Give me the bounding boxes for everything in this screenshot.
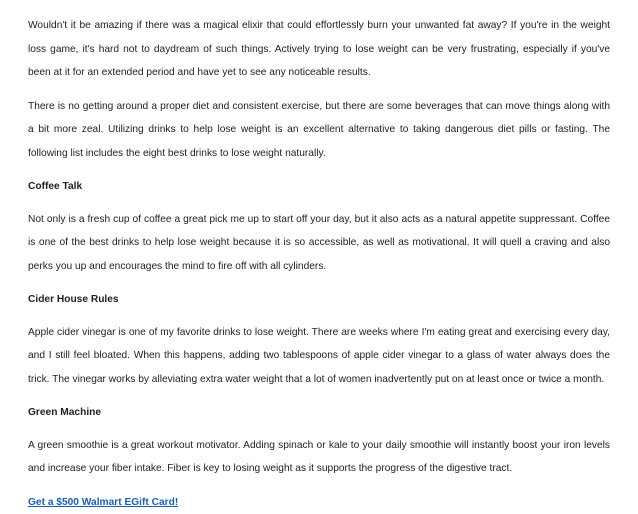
intro-paragraph-2: There is no getting around a proper diet and consistent exercise, but there are some beverages that can move things along with a bit more zeal. Utilizing drinks to help lose weight is an excellent alternative to taking dangerous diet pills or fasting. The following list includes the eight best drinks to lose weight naturally. <box>28 100 610 159</box>
section-body-cider: Apple cider vinegar is one of my favorite drinks to lose weight. There are weeks where I'm eating great and exercising every day, and I still feel bloated. When this happens, adding two tablespoons of apple cider vinegar to a glass of water always does the trick. The vinegar works by alleviating extra water weight that a lot of women inadvertently put on at least once or twice a month. <box>28 326 610 385</box>
section-heading-cider: Cider House Rules <box>28 294 119 305</box>
gift-card-link[interactable]: Get a $500 Walmart EGift Card! <box>28 496 179 508</box>
intro-paragraph-1: Wouldn't it be amazing if there was a magical elixir that could effortlessly burn your unwanted fat away? If you're in the weight loss game, it's hard not to daydream of such things. Actively trying to lose weight can be very frustrating, especially if you've been at it for an extended period and have yet to see any noticeable results. <box>28 20 610 78</box>
section-body-green: A green smoothie is a great workout motivator. Adding spinach or kale to your daily smoothie will instantly boost your iron levels and increase your fiber intake. Fiber is key to losing weight as it supports the progress of the digestive tract. <box>28 439 610 474</box>
article-body <box>28 14 610 514</box>
section-body-coffee: Not only is a fresh cup of coffee a great pick me up to start off your day, but it also acts as a natural appetite suppressant. Coffee is one of the best drinks to help lose weight because it is so accessible, as well as motivational. It will quell a craving and also perks you up and encourages the mind to fire off with all cylinders. <box>28 213 610 272</box>
section-heading-coffee: Coffee Talk <box>28 181 83 192</box>
section-heading-green: Green Machine <box>28 407 102 418</box>
